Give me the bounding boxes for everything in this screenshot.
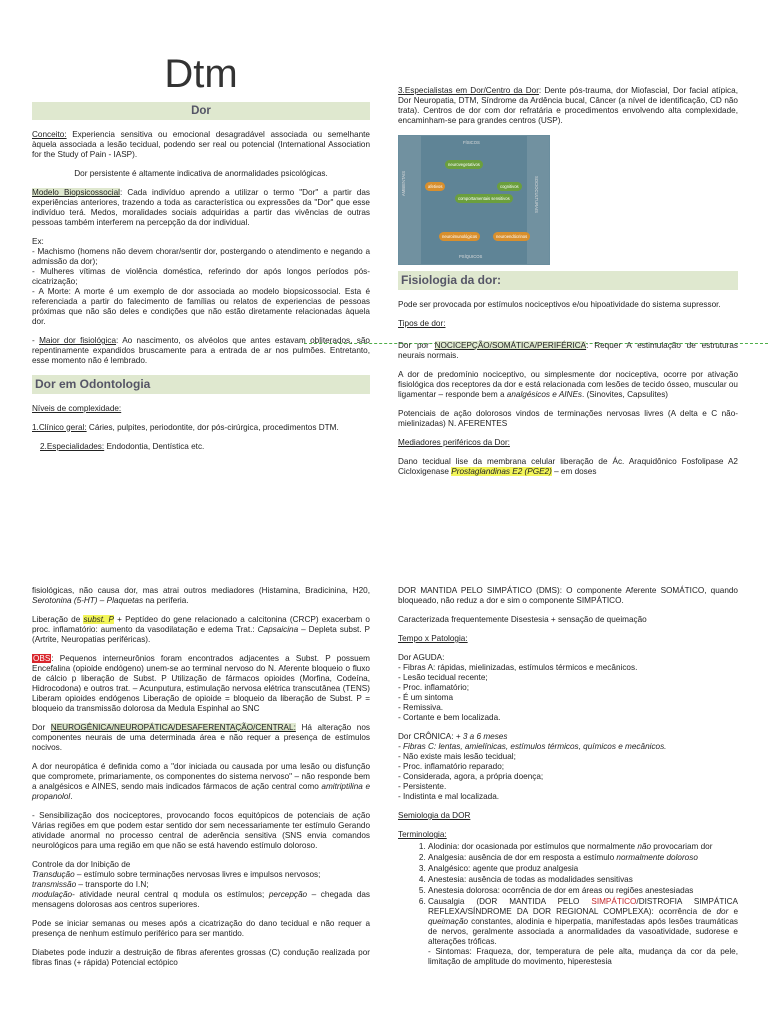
neurogenica-text: Há alteração nos componentes neurais de uma determinada área e não requer a presença de estímulos nocivos. (32, 723, 370, 752)
dms-paragraph: DOR MANTIDA PELO SIMPÁTICO (DMS): O componente Aferente SOMÁTICO, quando bloqueado, não reduz a dor e sim o componente SIMPÁTICO. (398, 586, 738, 605)
left-bottom-column (32, 586, 370, 977)
cronica-item: - Indistinta e mal localizada. (398, 792, 500, 801)
term-alodinia (428, 842, 738, 852)
cronica-item: - Fibras C: lentas, amielínicas, estímulos térmicos, químicos e mecânicos. (398, 742, 667, 751)
obs-paragraph (32, 654, 370, 714)
subst-p-highlight: subst. P (83, 615, 114, 624)
clinico-paragraph (32, 423, 370, 433)
nocicepcao-paragraph (398, 341, 738, 361)
maior-text: : Ao nascimento, os alvéolos que antes estavam obliterados, são repentinamente expandidos bruscamente para a entrada de ar nos pulmões. Entretanto, esse momento não é lembrado. (32, 336, 370, 366)
clinico-text: Cáries, pulpites, periodontite, dor pós-cirúrgica, procedimentos DTM. (86, 422, 339, 432)
transmissao-text: – transporte do I.N; (76, 880, 149, 889)
conceito-text: Experiencia sensitiva ou emocional desagradável associada ou semelhante àquela associada a lesão tecidual, podendo ser real ou potencial (International Association for the Study of Pain - IASP). (32, 130, 370, 160)
semanas-paragraph: Pode se iniciar semanas ou meses após a cicatrização do dano tecidual e não requer a presença de nenhum estímulo periférico para ser mantido. (32, 919, 370, 938)
term-analgesico: 3. Analgésico: agente que produz analgesia (428, 864, 738, 874)
nocicepcao-prefix: Dor por (398, 340, 435, 350)
sensibilizacao-paragraph: - Sensibilização dos nociceptores, provocando focos equitópicos de potenciais de ação Várias regiões em que podem estar sentido dor sem necessariamente ter estímulo Gerando atividade anormal no processo central de aderência sensitiva (SNS envia comandos neurológicos para uma região em que não se está havendo estímulo doloroso. (32, 811, 370, 850)
capsaicina-italic: Capsaicina (257, 625, 299, 634)
modelo-text: : Cada indivíduo aprendo a utilizar o termo "Dor" a partir das experiências anteriores, trazendo a toda as característica ou expressões da "Dor" que esse indivíduo terá. Medos, moralidades sociais adquiridas a partir das vivências de outras pessoas também interferem na percepção da dor individual. (32, 188, 370, 228)
especialidades-paragraph (32, 442, 370, 452)
cronica-item: - Não existe mais lesão tecidual; (398, 752, 516, 761)
especialidades-label: 2.Especialidades: (40, 441, 105, 451)
serotonina-italic: Serotonina (5-HT) (32, 596, 98, 605)
niveis-heading: Níveis de complexidade: (32, 403, 122, 413)
aguda-item: - Lesão tecidual recente; (398, 673, 488, 682)
clinico-label: 1.Clínico geral: (32, 422, 87, 432)
cronica-item: - Persistente. (398, 782, 447, 791)
term-2-italic: normalmente doloroso (616, 853, 698, 862)
aguda-item: - Proc. inflamatório; (398, 683, 469, 692)
tipos-heading: Tipos de dor: (398, 318, 446, 328)
neuropatica-end: . (70, 792, 73, 801)
conceito-label: Conceito: (32, 130, 67, 140)
terminology-list (398, 842, 738, 967)
term-6-italic-queimacao: queimação (428, 917, 469, 926)
term-1-text: Alodinia: dor ocasionada por estímulos que normalmente (428, 842, 638, 851)
term-6-red: SIMPÁTICO (591, 897, 637, 906)
neuropatica-paragraph (32, 762, 370, 802)
diabetes-paragraph: Diabetes pode induzir a destruição de fibras aferentes grossas (C) condução realizada por fibras finas (+ rápida) Potencial ectópico (32, 948, 370, 967)
figure-label-socioculturais: SOCIOCULTURAIS (534, 176, 539, 213)
transducao-text: – estímulo sobre terminações nervosas livres e impulsos nervosos; (74, 870, 321, 879)
maior-paragraph (32, 336, 370, 366)
dano-paragraph (398, 457, 738, 477)
especialistas-text: : Dente pós-trauma, dor Miofascial, Dor facial atípica, Dor Neuropatia, DTM, Síndrome da Ardência bucal, Câncer (a nível de identificação, CD não trata). Centros de dor com dor refratária e procedimentos envolvendo alta complexidade, encaminham-se para grandes centros (USP). (398, 86, 738, 125)
term-1-italic: não (637, 842, 652, 851)
subst-p-text-b: + Peptídeo do gene relacionado a calcitonina (CRCP) exacerbam o proc. inflamatório: aumento da vasodilatação e edema Trat.: (32, 615, 370, 634)
especialistas-paragraph (398, 86, 738, 126)
controle-paragraph (32, 860, 370, 910)
cronica-title (398, 732, 738, 742)
neurogenica-prefix: Dor (32, 723, 51, 732)
mediators-text-a: fisiológicas, não causa dor, mas atrai outros mediadores (Histamina, Bradicinina, H20, (32, 586, 370, 595)
modulacao-text: - atividade neural central q modula os estímulos; (72, 890, 269, 899)
tempo-heading: Tempo x Patologia: (398, 634, 468, 643)
predominio-italic: analgésicos e AINEs (506, 389, 583, 399)
aguda-item: - Remissiva. (398, 703, 444, 712)
figure-node-neuroimunologicos: neuroimunológicos (439, 232, 480, 241)
persistente-paragraph: Dor persistente é altamente indicativa de anormalidades psicológicas. (74, 169, 328, 179)
especialistas-label: 3.Especialistas em Dor/Centro da Dor (398, 86, 539, 95)
terminologia-heading: Terminologia: (398, 830, 447, 839)
figure-node-cognitivos: cognitivos (497, 182, 522, 191)
ex-label: Ex: (32, 237, 44, 247)
term-anestesia-dolorosa: 5. Anestesia dolorosa: ocorrência de dor em áreas ou regiões anestesiadas (428, 886, 738, 896)
figure-side-strip (399, 136, 421, 264)
term-6-text-d: constantes, alodinia e hiperpatia, manifestadas após lesões traumáticas de nervos, geralmente associada a anormalidades da vasoatividade, sudorese e alterações tróficas. (428, 917, 738, 946)
predominio-text: A dor de predomínio nociceptivo, ou simplesmente dor nociceptiva, ocorre por ativação fisiológica dos receptores da dor e está relacionada com lesões de tecido ósseo, muscular ou ligamentar – responde bem a (398, 369, 738, 399)
section-header-odontologia: Dor em Odontologia (32, 375, 370, 394)
subst-p-text-a: Liberação de (32, 615, 84, 624)
maior-label: Maior dor fisiológica (39, 336, 117, 346)
figure-node-comportamentais: comportamentais sensitivos (455, 194, 513, 203)
cronica-duration: + 3 a 6 meses (455, 732, 508, 741)
biopsychosocial-figure (398, 135, 550, 265)
figure-node-neurovegetativos: neurovegetativos (445, 160, 483, 169)
figure-label-fisicos: FÍSICOS (463, 140, 480, 145)
transmissao-italic: transmissão (32, 880, 77, 889)
aguda-item: - É um sintoma (398, 693, 454, 702)
right-bottom-column (398, 586, 738, 968)
fisio-paragraph: Pode ser provocada por estímulos nociceptivos e/ou hipoatividade do sistema supressor. (398, 299, 721, 309)
neuropatica-italic: amitriptilina e propanolol (32, 782, 370, 801)
cronica-item: - Proc. inflamatório reparado; (398, 762, 505, 771)
figure-label-psiquicos: PSÍQUICOS (459, 254, 483, 259)
potenciais-paragraph: Potenciais de ação dolorosos vindos de terminações nervosas livres (A delta e C não-mielinizadas) N. AFERENTES (398, 408, 738, 428)
term-6-text-c: e (728, 907, 738, 916)
document-title: Dtm (164, 52, 238, 96)
predominio-paragraph (398, 370, 738, 400)
obs-badge: OBS (33, 654, 51, 663)
section-header-fisiologia: Fisiologia da dor: (398, 271, 738, 290)
nocicepcao-text: : Requer A estimulação de estruturas neurais normais. (398, 340, 738, 360)
right-top-column (398, 86, 738, 486)
percepcao-italic: percepção (268, 890, 308, 899)
modelo-paragraph (32, 188, 370, 228)
especialidades-text: Endodontia, Dentística etc. (104, 441, 205, 451)
mediadores-heading: Mediadores periféricos da Dor: (398, 437, 510, 447)
predominio-end: . (Sinovites, Capsulites) (582, 389, 669, 399)
ex-item-1: - Machismo (homens não devem chorar/sentir dor, postergando o atendimento e negando a admissão da dor); (32, 247, 370, 267)
neuropatica-text: A dor neuropática é definida como a "dor iniciada ou causada por uma lesão ou disfunção que compromete, primariamente, os componentes do sistema nervoso" – não responde bem a analgésicos e AINES, sendo mais indicados fármacos de ação central como (32, 762, 370, 791)
dano-text: Dano tecidual lise da membrana celular liberação de Ác. Araquidônico Fosfolipase A2 Cicloxigenase (398, 456, 738, 476)
section-header-dor: Dor (32, 102, 370, 120)
term-6-italic-dor: dor (716, 907, 729, 916)
obs-text: : Pequenos interneurônios foram encontrados adjacentes a Subst. P possuem Encefalina (opioide endógeno) unem-se ao terminal nervoso do N. Aferente bloqueio o fluxo de cálcio p liberação de Subst. P Utilização de fármacos opioides (Morfina, Codeína, Hidrocodona) e outros trat. – Acunputura, estimulação nervosa elétrica transcutânea (TENS) Liberam opioides endógenos Liberação de opioide = bloqueio da liberação de Subst. P = bloqueio da transmissão dolorosa da Medula Espinhal ao SNC (32, 654, 370, 713)
left-top-column (32, 50, 370, 461)
aguda-item: - Fibras A: rápidas, mielinizadas, estímulos térmicos e mecânicos. (398, 663, 638, 672)
controle-text: Controle da dor Inibição de (32, 860, 131, 869)
term-analgesia (428, 853, 738, 863)
caracterizada-paragraph: Caracterizada frequentemente Disestesia + sensação de queimação (398, 615, 647, 624)
semiologia-heading: Semiologia da DOR (398, 811, 471, 820)
term-anestesia: 4. Anestesia: ausência de todas as modalidades sensitivas (428, 875, 738, 885)
term-causalgia (428, 897, 738, 967)
subst-p-text-c: – Depleta subst. P (Artrite, Neuropatias periféricas). (32, 625, 370, 644)
term-2-text: Analgesia: ausência de dor em resposta a estímulo (428, 853, 617, 862)
modelo-label: Modelo Biopsicossocial (32, 188, 120, 198)
ex-item-3: - A Morte: A morte é um exemplo de dor associada ao modelo biopsicossocial. Esta é referenciada a partir do falecimento de famílias ou relatos de experiencias de pessoas próximas que não são deles e condições que não estão diretamente relacionadas àquela dor. (32, 287, 370, 327)
aguda-item: - Cortante e bem localizada. (398, 713, 501, 722)
plaquetas-italic: Plaquetas (106, 596, 144, 605)
term-1-end: provocariam dor (651, 842, 713, 851)
term-6-text-b: /DISTROFIA SIMPÁTICA REFLEXA/SÍNDROME DA DOR REGIONAL COMPLEXA): ocorrência de (428, 897, 738, 916)
maior-prefix: - (32, 336, 40, 346)
figure-node-afetivos: afetivos (425, 182, 445, 191)
percepcao-text: – chegada das mensagens dolorosas aos centros superiores. (32, 890, 370, 909)
term-6-text-a: Causalgia (DOR MANTIDA PELO (428, 897, 592, 906)
aguda-title: Dor AGUDA: (398, 653, 445, 662)
modulacao-italic: modulação (32, 890, 73, 899)
neurogenica-label: NEUROGÊNICA/NEUROPÁTICA/DESAFERENTAÇÃO/CENTRAL: (50, 723, 296, 732)
transducao-italic: Transdução (32, 870, 75, 879)
conceito-paragraph (32, 130, 370, 160)
neurogenica-paragraph (32, 723, 370, 753)
mediators-paragraph (32, 586, 370, 606)
mediators-text-c: na periferia. (143, 596, 189, 605)
mediators-text-b: – (97, 596, 107, 605)
cronica-item: - Considerada, agora, a própria doença; (398, 772, 544, 781)
doses-text: – em doses (551, 466, 597, 476)
subst-p-paragraph (32, 615, 370, 645)
cronica-title-text: Dor CRÔNICA: (398, 732, 456, 741)
figure-label-ambientais: AMBIENTAIS (401, 170, 406, 196)
pge2-highlight: Prostaglandinas E2 (PGE2) (451, 466, 552, 476)
figure-node-neuroendocrinos: neuroendócrinos (493, 232, 530, 241)
ex-item-2: - Mulheres vítimas de violência doméstica, referindo dor após longos períodos pós-cicatrização; (32, 267, 370, 287)
nocicepcao-label: NOCICEPÇÃO/SOMÁTICA/PERIFÉRICA (434, 340, 587, 350)
term-6-sintomas: - Sintomas: Fraqueza, dor, temperatura de pele alta, mudança da cor da pele, limitação de amplitude do movimento, hiperestesia (428, 947, 738, 966)
